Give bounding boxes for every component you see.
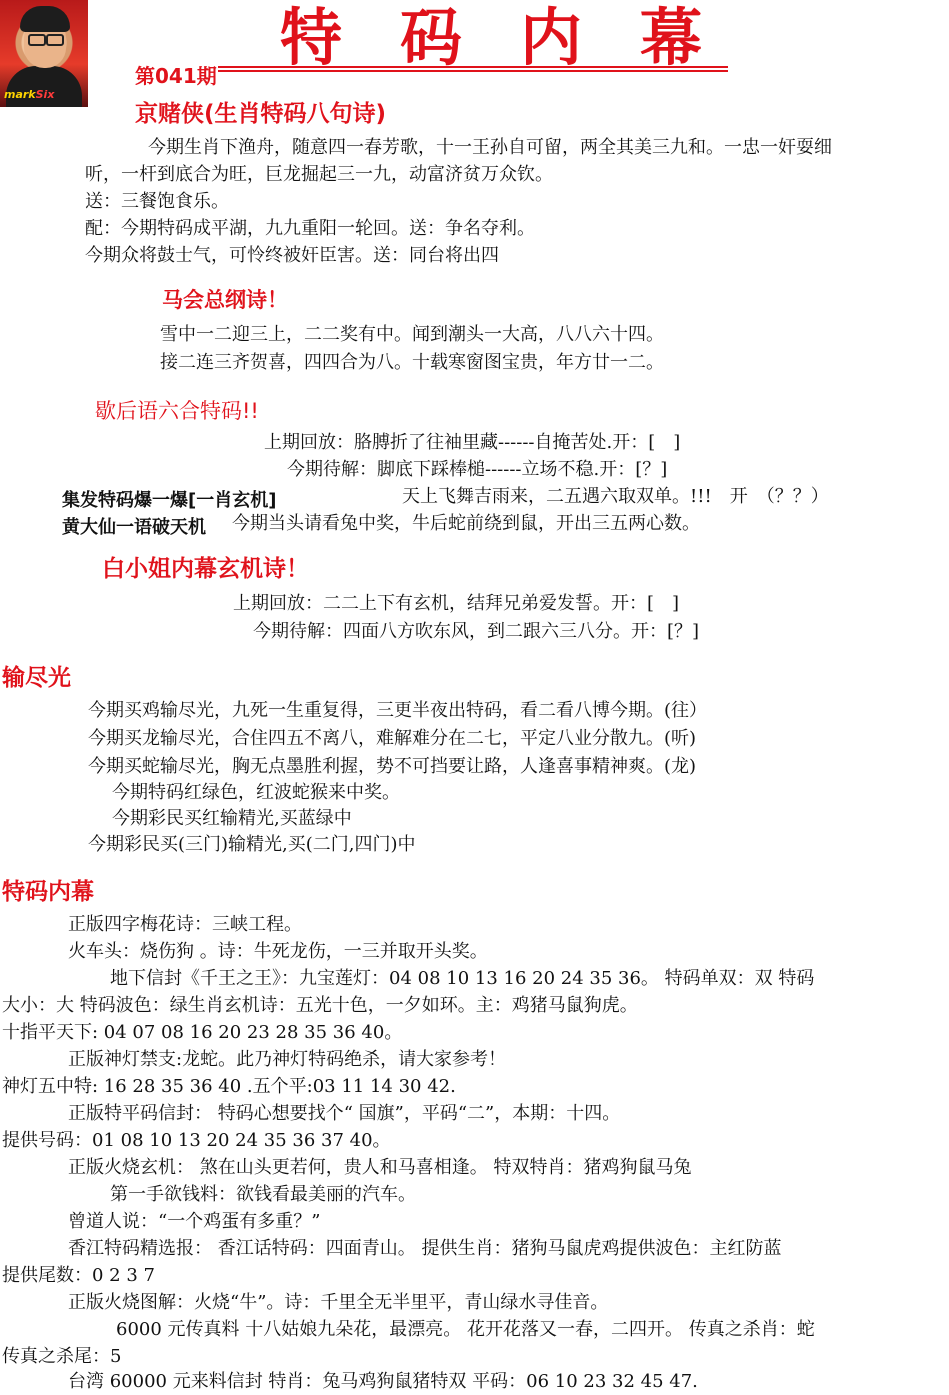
section-heading-jingduxia: 京赌侠(生肖特码八句诗) (135, 101, 387, 127)
section-heading-shujinguang: 输尽光 (2, 665, 71, 691)
poem-line: 配：今期特码成平湖，九九重阳一轮回。送：争名夺利。 (85, 218, 535, 239)
riddle-line: 今期待解：脚底下踩棒槌------立场不稳.开：[？] (287, 459, 668, 480)
poem-line: 今期生肖下渔舟，随意四一春芳歌，十一王孙自可留，两全其美三九和。一忠一奸耍细 (148, 137, 832, 158)
tip-line: 6000 元传真料 十八姑娘九朵花，最漂亮。 花开花落又一春，二四开。 传真之杀肖：蛇 (116, 1319, 815, 1340)
tip-line: 火车头：烧伤狗 。诗：牛死龙伤，一三并取开头奖。 (68, 941, 488, 962)
tip-line: 神灯五中特: 16 28 35 36 40 .五个平:03 11 14 30 42. (2, 1076, 456, 1097)
tip-line: 正版火烧图解：火烧“牛”。诗：千里全无半里平，青山绿水寻佳音。 (68, 1292, 609, 1313)
huangdaxian-label: 黄大仙一语破天机 (62, 517, 206, 538)
poem-line: 今期特码红绿色，红波蛇猴来中奖。 (112, 782, 400, 803)
tip-line: 提供号码：01 08 10 13 20 24 35 36 37 40。 (2, 1130, 391, 1151)
poem-line: 送：三餐饱食乐。 (85, 191, 229, 212)
poem-line: 今期买龙输尽光，合住四五不离八，难解难分在二七，平定八业分散九。(听) (88, 728, 697, 749)
issue-number: 第041期 (135, 64, 217, 88)
poem-line: 今期彩民买红输精光,买蓝绿中 (112, 808, 352, 829)
tip-line: 正版神灯禁支:龙蛇。此乃神灯特码绝杀，请大家参考！ (68, 1049, 507, 1070)
brand-logo: markSix (4, 88, 55, 101)
section-heading-mahui: 马会总纲诗！ (162, 288, 288, 312)
page-title: 特码内幕 (280, 1, 761, 74)
section-heading-bai: 白小姐内幕玄机诗！ (102, 556, 309, 582)
tip-line: 第一手欲钱料：欲钱看最美丽的汽车。 (110, 1184, 416, 1205)
riddle-line: 上期回放：二二上下有玄机，结拜兄弟爱发誓。开：[ ] (233, 593, 680, 614)
tip-line: 香江特码精选报： 香江话特码：四面青山。 提供生肖：猪狗马鼠虎鸡提供波色：主红防蓝 (68, 1238, 782, 1259)
tip-line: 十指平天下: 04 07 08 16 20 23 28 35 36 40。 (2, 1022, 403, 1043)
riddle-line: 上期回放：胳膊折了往袖里藏------自掩苦处.开：[ ] (264, 432, 681, 453)
tip-line: 地下信封《千王之王》：九宝莲灯：04 08 10 13 16 20 24 35 36。 特码单双：双 特码 (110, 968, 815, 989)
tip-line: 大小：大 特码波色：绿生肖玄机诗：五光十色，一夕如环。主：鸡猪马鼠狗虎。 (2, 995, 638, 1016)
riddle-line: 今期待解：四面八方吹东风，到二跟六三八分。开：[？] (253, 621, 700, 642)
tip-line: 提供尾数：0 2 3 7 (2, 1265, 155, 1286)
poem-line: 听，一杆到底合为旺，巨龙掘起三一九，动富济贫万众钦。 (85, 164, 553, 185)
tip-line: 正版特平码信封： 特码心想要找个“ 国旗”，平码“二”，本期：十四。 (68, 1103, 621, 1124)
tip-line: 正版火烧玄机： 煞在山头更若何，贵人和马喜相逢。 特双特肖：猪鸡狗鼠马兔 (68, 1157, 692, 1178)
section-heading-xiehouyu: 歇后语六合特码!! (95, 399, 259, 423)
tip-line: 曾道人说：“一个鸡蛋有多重？” (68, 1211, 321, 1232)
poem-line: 今期众将鼓士气，可怜终被奸臣害。送：同台将出四 (85, 245, 499, 266)
huangdaxian-text: 今期当头请看兔中奖，牛后蛇前绕到鼠，开出三五两心数。 (232, 513, 700, 534)
poem-line: 雪中一二迎三上，二二奖有中。闻到潮头一大高，八八六十四。 (160, 324, 664, 345)
poem-line: 接二连三齐贺喜，四四合为八。十载寒窗图宝贵，年方廿一二。 (160, 352, 664, 373)
poem-line: 今期彩民买(三门)输精光,买(二门,四门)中 (88, 834, 416, 855)
section-heading-temaneimu: 特码内幕 (2, 879, 94, 905)
jifa-text: 天上飞舞吉雨来，二五遇六取双单。!!! 开 （？？） (402, 486, 829, 507)
tip-line: 台湾 60000 元来料信封 特肖：兔马鸡狗鼠猪特双 平码：06 10 23 32 45 47. (68, 1371, 698, 1392)
jifa-label: 集发特码爆一爆[一肖玄机] (62, 490, 277, 511)
poem-line: 今期买蛇输尽光，胸无点墨胜利握，势不可挡要让路，人逢喜事精神爽。(龙) (88, 756, 697, 777)
avatar (0, 0, 88, 107)
tip-line: 传真之杀尾：5 (2, 1346, 122, 1367)
poem-line: 今期买鸡输尽光，九死一生重复得，三更半夜出特码，看二看八博今期。(往） (88, 700, 708, 721)
tip-line: 正版四字梅花诗：三峡工程。 (68, 914, 302, 935)
